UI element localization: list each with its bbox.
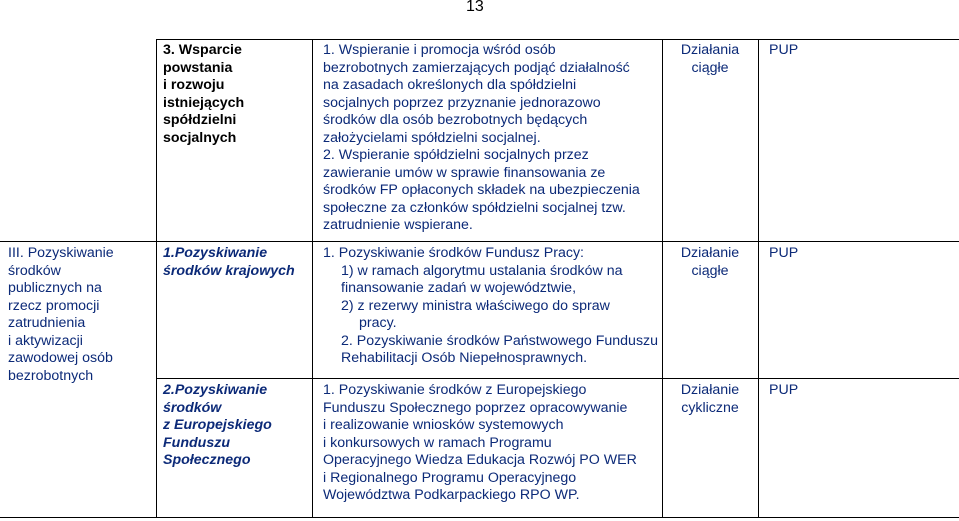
row1-objective: 3. Wsparcie powstania i rozwoju istniejących spółdzielni socjalnych xyxy=(163,42,245,146)
page-number: 13 xyxy=(466,0,484,15)
table-row-divider-2 xyxy=(156,378,959,379)
table-border-bottom xyxy=(0,517,959,518)
row1-timeframe: Działania ciągłe xyxy=(680,42,740,76)
table-border-top xyxy=(156,39,959,40)
table-col-divider-4 xyxy=(758,39,759,518)
row3-timeframe: Działanie cykliczne xyxy=(680,382,740,416)
row2-timeframe: Działanie ciągłe xyxy=(680,245,740,279)
row3-responsible: PUP xyxy=(769,382,799,398)
table-row-divider-1 xyxy=(0,241,959,242)
row3-objective: 2.Pozyskiwanie środków z Europejskiego Funduszu Społecznego xyxy=(163,382,272,468)
table-col-divider-2 xyxy=(312,39,313,518)
row2-responsible: PUP xyxy=(769,245,799,261)
section-3-title: III. Pozyskiwanie środków publicznych na rzecz promocji zatrudnienia i aktywizacji zawodowej osób bezrobotnych xyxy=(8,245,114,384)
row1-actions: 1. Wspieranie i promocja wśród osób bezrobotnych zamierzających podjąć działalność na zasadach określonych dla spółdzielni socjalnych poprzez przyznanie jednorazowo środków dla osób bezrobotnych będących założycielami spółdzielni socjalnej. 2. Wspieranie spółdzielni socjalnych przez zawieranie umów w sprawie finansowania ze środków FP opłaconych składek na ubezpieczenia społeczne za członków spółdzielni socjalnej tzw. zatrudnienie wspierane. xyxy=(323,42,640,233)
row2-objective: 1.Pozyskiwanie środków krajowych xyxy=(163,245,295,279)
row3-actions: 1. Pozyskiwanie środków z Europejskiego Funduszu Społecznego poprzez opracowywanie i realizowanie wniosków systemowych i konkursowych w ramach Programu Operacyjnego Wiedza Edukacja Rozwój PO WER i Regionalnego Programu Operacyjnego Województwa Podkarpackiego RPO WP. xyxy=(323,382,637,503)
row1-responsible: PUP xyxy=(769,42,799,58)
row2-actions: 1. Pozyskiwanie środków Fundusz Pracy: 1) w ramach algorytmu ustalania środków na finansowanie zadań w województwie, 2) z rezerwy ministra właściwego do spraw pracy. 2. Pozyskiwanie środków Państwowego Funduszu Rehabilitacji Osób Niepełnosprawnych. xyxy=(323,245,659,366)
table-col-divider-1 xyxy=(156,39,157,518)
